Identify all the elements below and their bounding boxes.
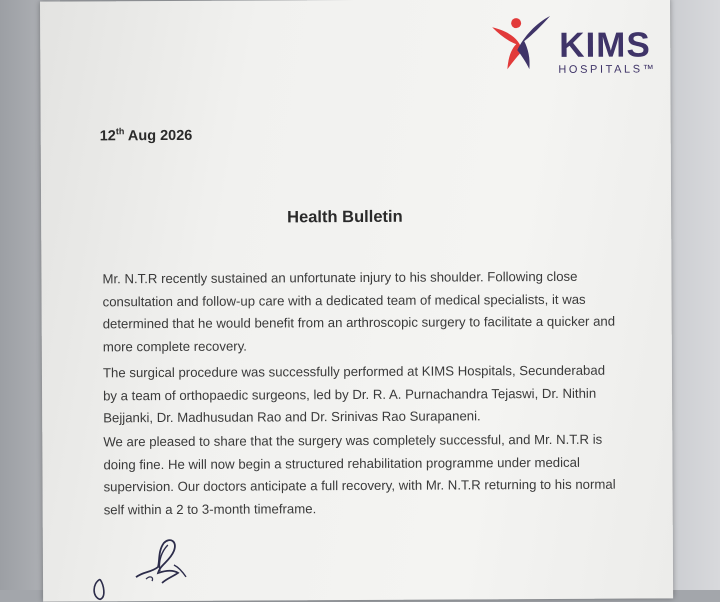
- signature-icon: [88, 521, 198, 602]
- logo-subtitle: HOSPITALS™: [558, 63, 657, 76]
- kims-logo: [486, 10, 686, 76]
- date-month-year: Aug 2026: [127, 127, 193, 145]
- kims-logo-mark-icon: [486, 11, 556, 71]
- letter-page: [40, 0, 673, 602]
- paragraph-recovery: We are pleased to share that the surgery was completely successful, and Mr. N.T.R is doing fine. He will now begin a structured rehabilitation programme under medical supervision. Our doctors anticipate a full recovery, with Mr. N.T.R returning to his normal self within a 2 to 3-month timeframe.: [103, 431, 616, 517]
- paragraph-injury: Mr. N.T.R recently sustained an unfortunate injury to his shoulder. Following close consultation and follow-up care with a dedicated team of medical specialists, it was determined that he would benefit from an arthroscopic surgery to facilitate a quicker and more complete recovery.: [102, 268, 616, 354]
- letter-date: [100, 128, 193, 144]
- date-day: 12: [99, 128, 116, 145]
- date-suffix: th: [115, 126, 125, 137]
- paragraph-surgery: The surgical procedure was successfully performed at KIMS Hospitals, Secunderabad by a team of orthopaedic surgeons, led by Dr. R. A. Purnachandra Tejaswi, Dr. Nithin Bejjanki, Dr. Madhusudan Rao and Dr. Srinivas Rao Surapaneni.: [102, 362, 606, 426]
- letter-title: Health Bulletin: [287, 207, 403, 227]
- logo-name: KIMS: [559, 25, 651, 65]
